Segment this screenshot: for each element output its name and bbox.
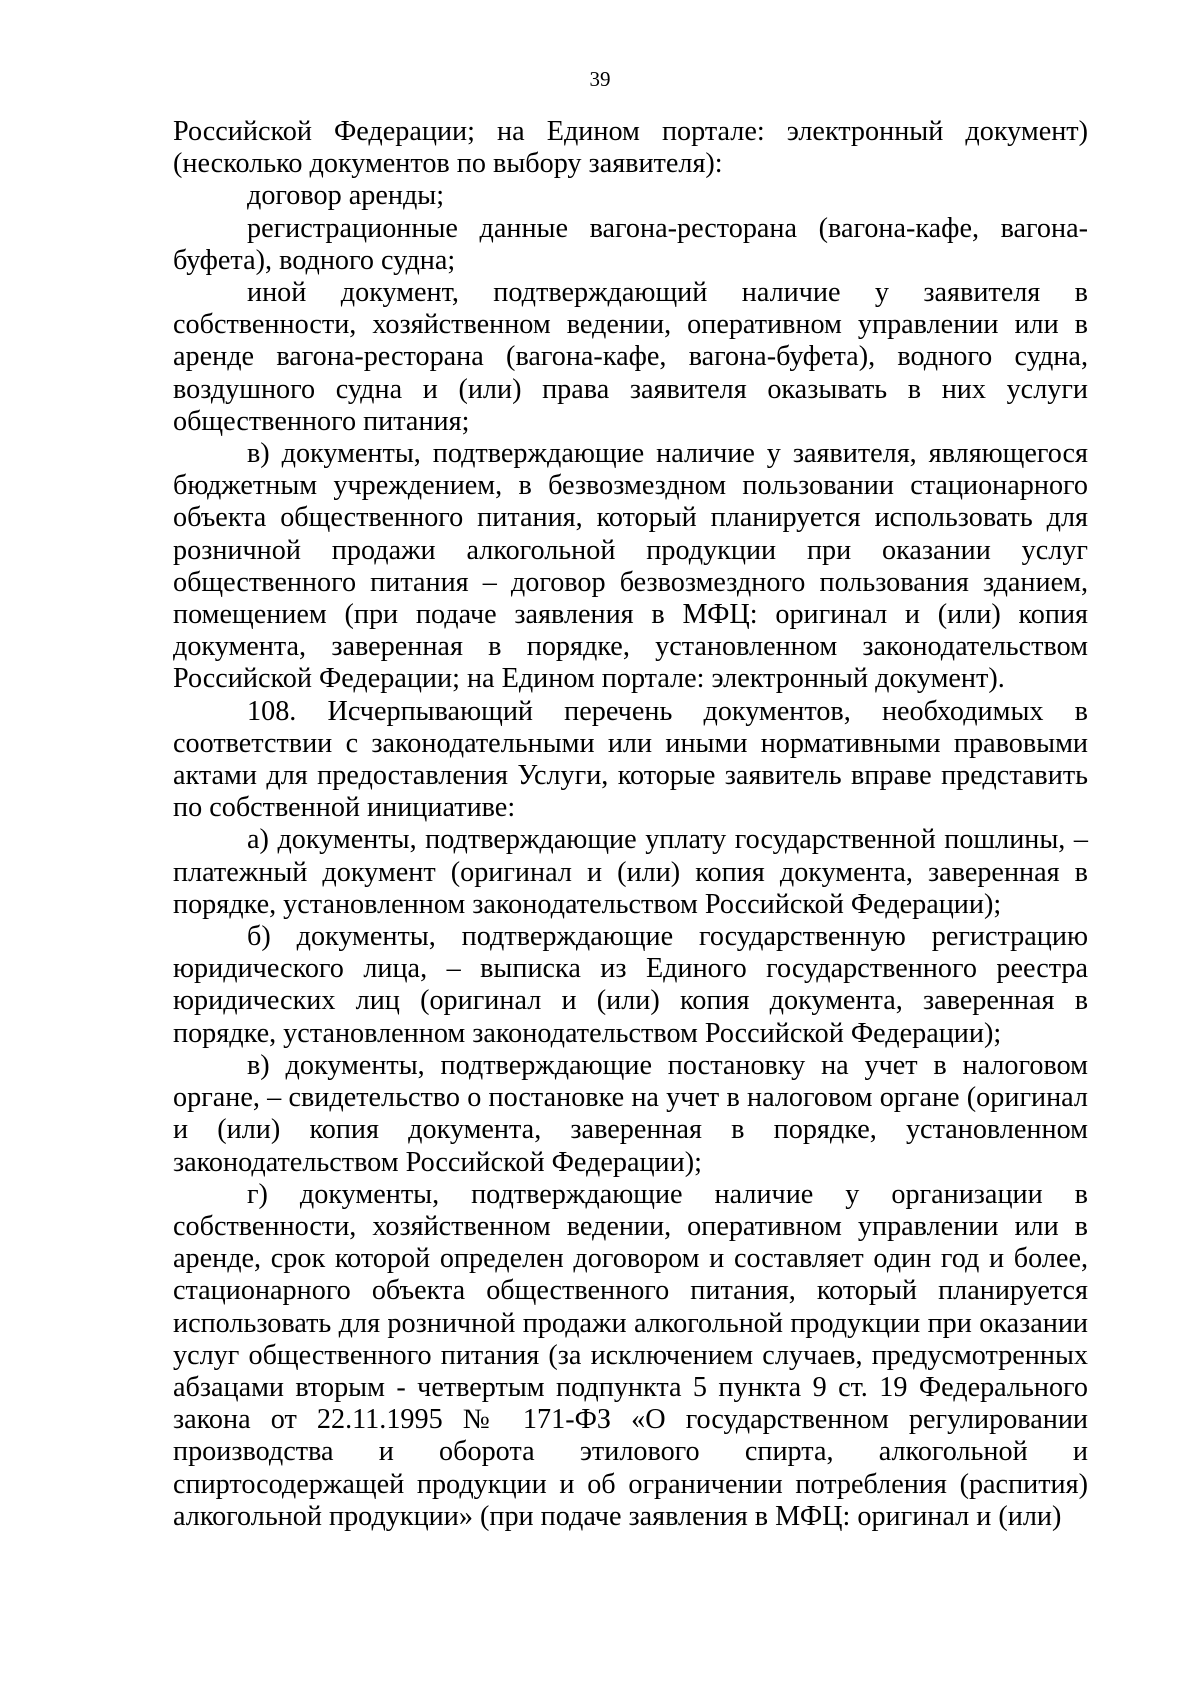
- document-body: [173, 116, 1088, 1533]
- paragraph-item-a: а) документы, подтверждающие уплату государственной пошлины, – платежный документ (оригинал и (или) копия документа, заверенная в порядке, установленном законодательством Российской Федерации);: [173, 824, 1088, 920]
- paragraph-registration-data: регистрационные данные вагона-ресторана (вагона-кафе, вагона-буфета), водного судна;: [173, 212, 1088, 276]
- page-number: 39: [589, 67, 611, 91]
- paragraph-item-b: б) документы, подтверждающие государственную регистрацию юридического лица, – выписка из Единого государственного реестра юридических лиц (оригинал и (или) копия документа, заверенная в порядке, установленном законодательством Российской Федерации);: [173, 921, 1088, 1049]
- paragraph-section-108: 108. Исчерпывающий перечень документов, необходимых в соответствии с законодательными или иными нормативными правовыми актами для предоставления Услуги, которые заявитель вправе представить по собственной инициативе:: [173, 695, 1088, 824]
- paragraph-item-v-budget: в) документы, подтверждающие наличие у заявителя, являющегося бюджетным учреждением, в безвозмездном пользовании стационарного объекта общественного питания, который планируется использовать для розничной продажи алкогольной продукции при оказании услуг общественного питания – договор безвозмездного пользования зданием, помещением (при подаче заявления в МФЦ: оригинал и (или) копия документа, заверенная в порядке, установленном законодательством Российской Федерации; на Едином портале: электронный документ).: [173, 438, 1088, 695]
- paragraph-item-g: г) документы, подтверждающие наличие у организации в собственности, хозяйственном ведении, оперативном управлении или в аренде, срок которой определен договором и составляет один год и более, стационарного объекта общественного питания, который планируется использовать для розничной продажи алкогольной продукции при оказании услуг общественного питания (за исключением случаев, предусмотренных абзацами вторым - четвертым подпункта 5 пункта 9 ст. 19 Федерального закона от 22.11.1995 № 171-ФЗ «О государственном регулировании производства и оборота этилового спирта, алкогольной и спиртосодержащей продукции и об ограничении потребления (распития) алкогольной продукции» (при подаче заявления в МФЦ: оригинал и (или): [173, 1178, 1088, 1532]
- paragraph-item-v-tax: в) документы, подтверждающие постановку на учет в налоговом органе, – свидетельство о постановке на учет в налоговом органе (оригинал и (или) копия документа, заверенная в порядке, установленном законодательством Российской Федерации);: [173, 1049, 1088, 1178]
- paragraph-continuation: Российской Федерации; на Едином портале: электронный документ) (несколько документов по выбору заявителя):: [173, 116, 1088, 180]
- paragraph-other-document: иной документ, подтверждающий наличие у заявителя в собственности, хозяйственном ведении, оперативном управлении или в аренде вагона-ресторана (вагона-кафе, вагона-буфета), водного судна, воздушного судна и (или) права заявителя оказывать в них услуги общественного питания;: [173, 277, 1088, 437]
- paragraph-lease-agreement: договор аренды;: [247, 180, 445, 212]
